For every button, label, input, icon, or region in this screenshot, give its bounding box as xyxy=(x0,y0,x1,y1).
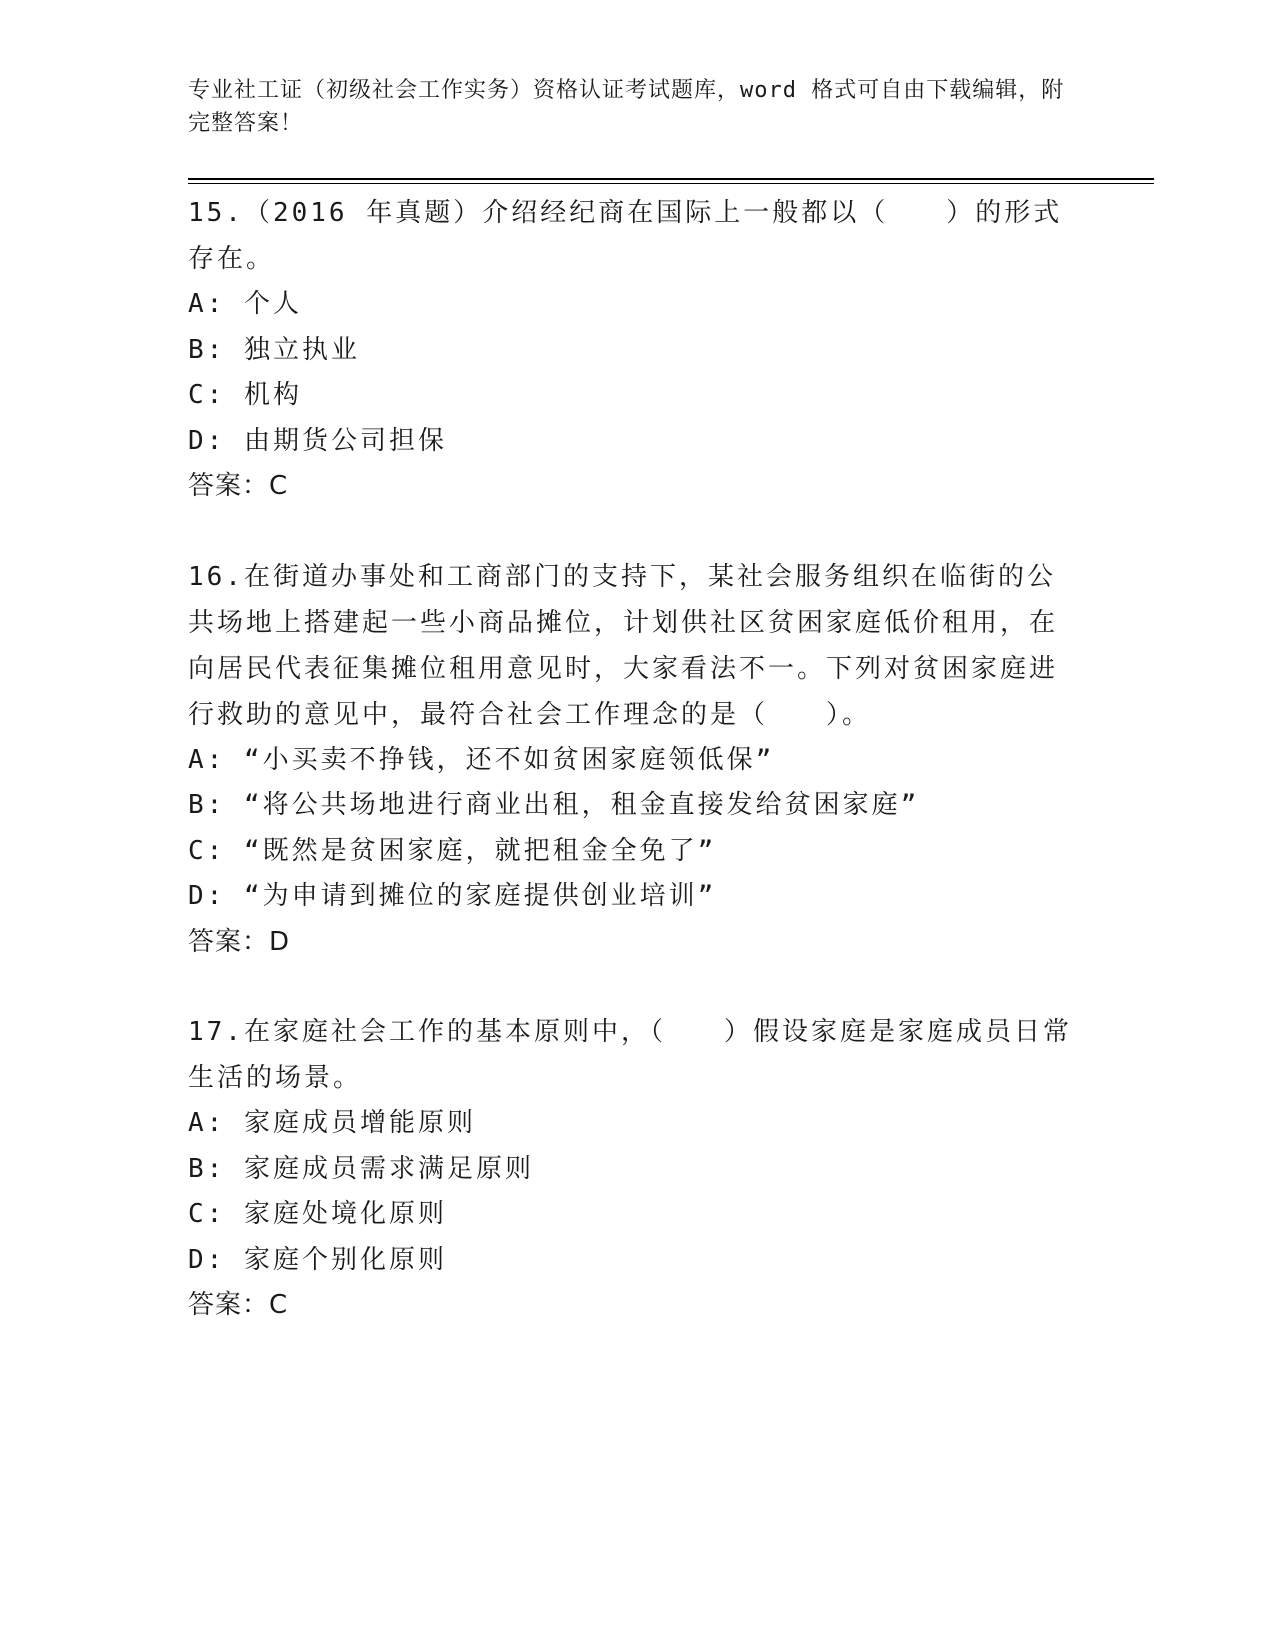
question-spacer xyxy=(188,510,1088,554)
question-stem: 16.在街道办事处和工商部门的支持下，某社会服务组织在临街的公共场地上搭建起一些小商品摊位，计划供社区贫困家庭低价租用，在向居民代表征集摊位租用意见时，大家看法不一。下列对贫困家庭进行救助的意见中，最符合社会工作理念的是（ ）。 xyxy=(188,561,1059,730)
option-a: A: 个人 xyxy=(188,289,302,319)
question-spacer xyxy=(188,965,1088,1009)
option-c: C: 机构 xyxy=(188,380,302,410)
option-b: B: 独立执业 xyxy=(188,334,360,365)
option-a: A: 家庭成员增能原则 xyxy=(188,1108,476,1138)
document-header: 专业社工证（初级社会工作实务）资格认证考试题库，word 格式可自由下载编辑，附完整答案！ xyxy=(188,78,1065,136)
option-d: D: “为申请到摊位的家庭提供创业培训” xyxy=(188,881,717,911)
question-stem: 17.在家庭社会工作的基本原则中，（ ）假设家庭是家庭成员日常生活的场景。 xyxy=(188,1017,1072,1093)
option-d: D: 家庭个别化原则 xyxy=(188,1244,447,1275)
answer-line: 答案：D xyxy=(188,926,291,957)
question-17 xyxy=(188,1009,1088,1329)
option-b: B: “将公共场地进行商业出租，租金直接发给贫困家庭” xyxy=(188,790,920,820)
option-c: C: “既然是贫困家庭，就把租金全免了” xyxy=(188,835,717,866)
header-divider-thin xyxy=(188,183,1154,184)
answer-line: 答案：C xyxy=(188,471,289,501)
question-list xyxy=(188,190,1088,1329)
option-a: A: “小买卖不挣钱，还不如贫困家庭领低保” xyxy=(188,744,775,775)
answer-line: 答案：C xyxy=(188,1290,289,1320)
question-stem: 15.（2016 年真题）介绍经纪商在国际上一般都以（ ）的形式存在。 xyxy=(188,198,1063,274)
header-divider-thick xyxy=(188,178,1154,180)
option-b: B: 家庭成员需求满足原则 xyxy=(188,1153,534,1184)
question-16 xyxy=(188,554,1088,966)
option-d: D: 由期货公司担保 xyxy=(188,425,447,456)
option-c: C: 家庭处境化原则 xyxy=(188,1199,447,1229)
question-15 xyxy=(188,190,1088,510)
